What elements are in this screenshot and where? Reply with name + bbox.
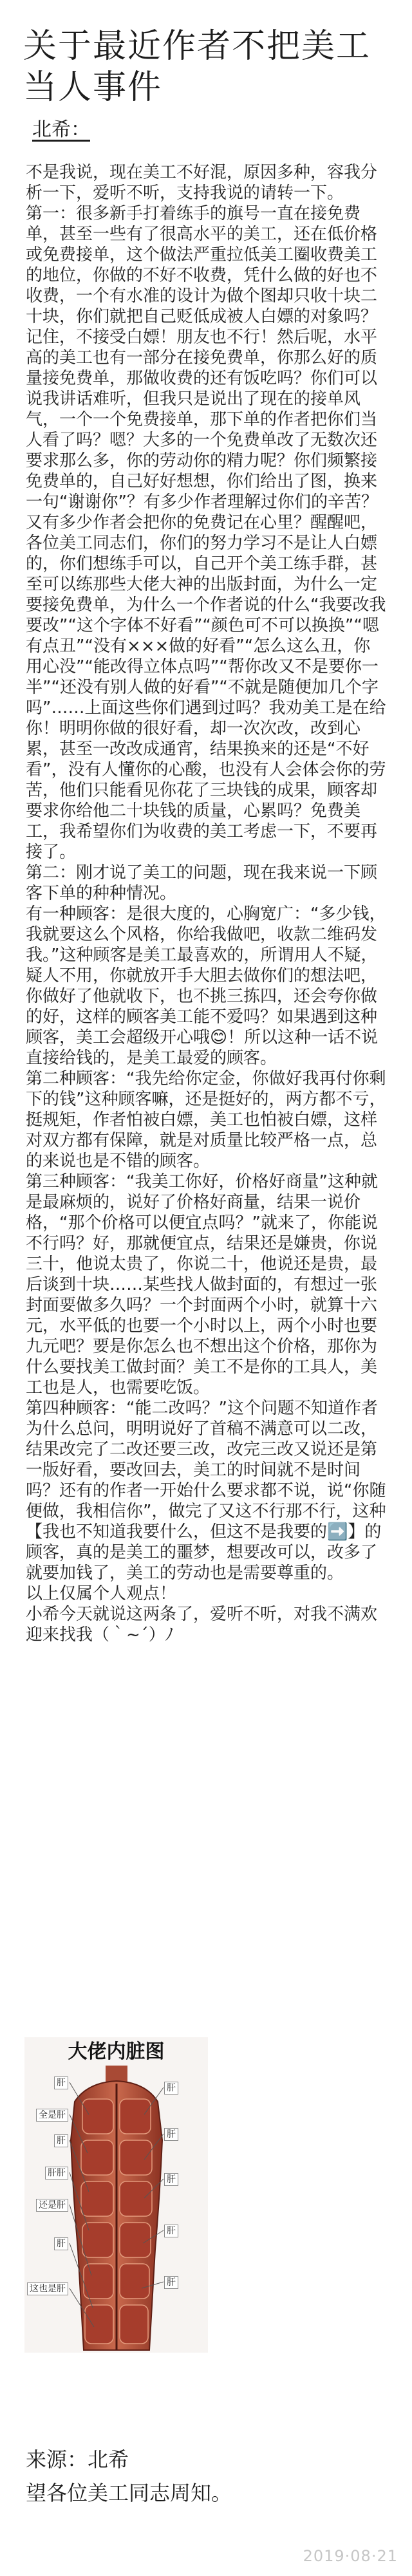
- date-stamp: 2019·08·21: [303, 2547, 398, 2565]
- page-title-line-2: 当人事件: [23, 68, 163, 107]
- source-credit: 来源：北希: [26, 2447, 129, 2472]
- closing-notice: 望各位美工同志周知。: [26, 2481, 232, 2505]
- organ-label-right-1: 肝: [164, 2082, 178, 2095]
- organ-label-right-5: 肝: [164, 2276, 178, 2289]
- organ-label-left-6: 肝: [54, 2237, 68, 2250]
- organ-label-right-3: 肝: [164, 2173, 178, 2186]
- organ-label-left-1: 肝: [54, 2077, 68, 2089]
- body-paragraph-sign-off: 小希今天就说这两条了，爱听不听，对我不满欢迎来找我（｀~´）ﾉ: [26, 1605, 378, 1645]
- organ-chart-meme: [24, 2037, 208, 2353]
- page-title-line-1: 关于最近作者不把美工: [23, 27, 371, 66]
- body-paragraph-intro: 不是我说，现在美工不好混，原因多种，容我分析一下，爱听不听，支持我说的请转一下。: [26, 163, 378, 203]
- body-paragraph-customer-type-4: 第四种顾客：“能二改吗？”这个问题不知道作者为什么总问，明明说好了首稿不满意可以二改，结果改完了二改还要三改，改完三改又说还是第一版好看，要改回去，美工的时间就不是时间吗？还有的作者一开始什么要求都不说，说“你随便做，我相信你”，做完了又这不行那不行，这种【我也不知道我要什么，但这不是我要的➡️】的顾客，真的是美工的噩梦，想要改可以，改多了就要加钱了，美工的劳动也是需要尊重的。: [26, 1399, 386, 1583]
- organ-label-left-3: 肝: [54, 2134, 68, 2147]
- body-paragraph-point-two: 第二：刚才说了美工的问题，现在我来说一下顾客下单的种种情况。: [26, 863, 378, 903]
- organ-label-right-2: 肝: [164, 2128, 178, 2141]
- organ-label-left-4: 肝肝: [45, 2167, 68, 2179]
- organ-label-left-2: 全是肝: [36, 2109, 68, 2122]
- organ-label-right-4: 肝: [164, 2225, 178, 2237]
- meme-title: 大佬内脏图: [68, 2040, 165, 2063]
- body-paragraph-customer-type-2: 第二种顾客：“我先给你定金，你做好我再付你剩下的钱”这种顾客嘛，还是挺好的，两方都不亏，挺规矩，作者怕被白嫖，美工也怕被白嫖，这样对双方都有保障，就是对质量比较严格一点，总的来说也是不错的顾客。: [26, 1069, 386, 1171]
- body-paragraph-point-one: 第一：很多新手打着练手的旗号一直在接免费单，甚至一些有了很高水平的美工，还在低价格或免费接单，这个做法严重拉低美工圈收费美工的地位，你做的不好不收费，凭什么做的好也不收费，一个有水准的设计为做个图却只收十块二十块，你们就把自己贬低成被人白嫖的对象吗？记住，不接受白嫖！朋友也不行！然后呢，水平高的美工也有一部分在接免费单，你那么好的质量接免费单，那做收费的还有饭吃吗？你们可以说我讲话难听，但我只是说出了现在的接单风气，一个一个免费接单，那下单的作者把你们当人看了吗？嗯？大多的一个免费单改了无数次还要求那么多，你的劳动你的精力呢？你们频繁接免费单的，自己好好想想，你们给出了图，换来一句“谢谢你”？有多少作者理解过你们的辛苦？又有多少作者会把你的免费记在心里？醒醒吧，各位美工同志们，你们的努力学习不是让人白嫖的，你们想练手可以，自己开个美工练手群，甚至可以练那些大佬大神的出版封面，为什么一定要接免费单，为什么一个作者说的什么“我要改我要改”“这个字体不好看”“颜色可不可以换换”“嗯有点丑”“没有×××做的好看”“怎么这么丑，你用心没”“能改得立体点吗”“帮你改又不是要你一半”“还没有别人做的好看”“不就是随便加几个字吗”……上面这些你们遇到过吗？我劝美工是在给你！明明你做的很好看，却一次次改，改到心累，甚至一改改成通宵，结果换来的还是“不好看”，没有人懂你的心酸，也没有人会体会你的劳苦，他们只能看见你花了三块钱的成果，顾客却要求你给他二十块钱的质量，心累吗？免费美工，我希望你们为收费的美工考虑一下，不要再接了。: [26, 204, 386, 862]
- body-paragraph-customer-type-3: 第三种顾客：“我美工你好，价格好商量”这种就是最麻烦的，说好了价格好商量，结果一说价格，“那个价格可以便宜点吗？”就来了，你能说不行吗？好，那就便宜点，结果还是嫌贵，你说三十，他说太贵了，你说二十，他说还是贵，最后谈到十块……某些找人做封面的，有想过一张封面要做多久吗？一个封面两个小时，就算十六元，水平低的也要一个小时以上，两个小时也要九元吧？要是你怎么也不想出这个价格，那你为什么要找美工做封面？美工不是你的工具人，美工也是人，也需要吃饭。: [26, 1172, 378, 1397]
- body-paragraph-customer-type-1: 有一种顾客：是很大度的，心胸宽广：“多少钱，我就要这么个风格，你给我做吧，收款二维码发我。”这种顾客是美工最喜欢的，所谓用人不疑，疑人不用，你就放开手大胆去做你们的想法吧，你做好了他就收下，也不挑三拣四，还会夸你做的好，这样的顾客美工能不爱吗？如果遇到这种顾客，美工会超级开心哦😊！所以这种一话不说直接给钱的，是美工最爱的顾客。: [26, 904, 386, 1068]
- organ-label-left-7: 这也是肝: [27, 2282, 68, 2295]
- article-body: [26, 162, 386, 2016]
- author-name: 北希：: [32, 118, 90, 141]
- organ-label-left-5: 还是肝: [36, 2199, 68, 2212]
- body-paragraph-disclaimer: 以上仅属个人观点！: [26, 1584, 177, 1603]
- torso-illustration: [24, 2037, 208, 2353]
